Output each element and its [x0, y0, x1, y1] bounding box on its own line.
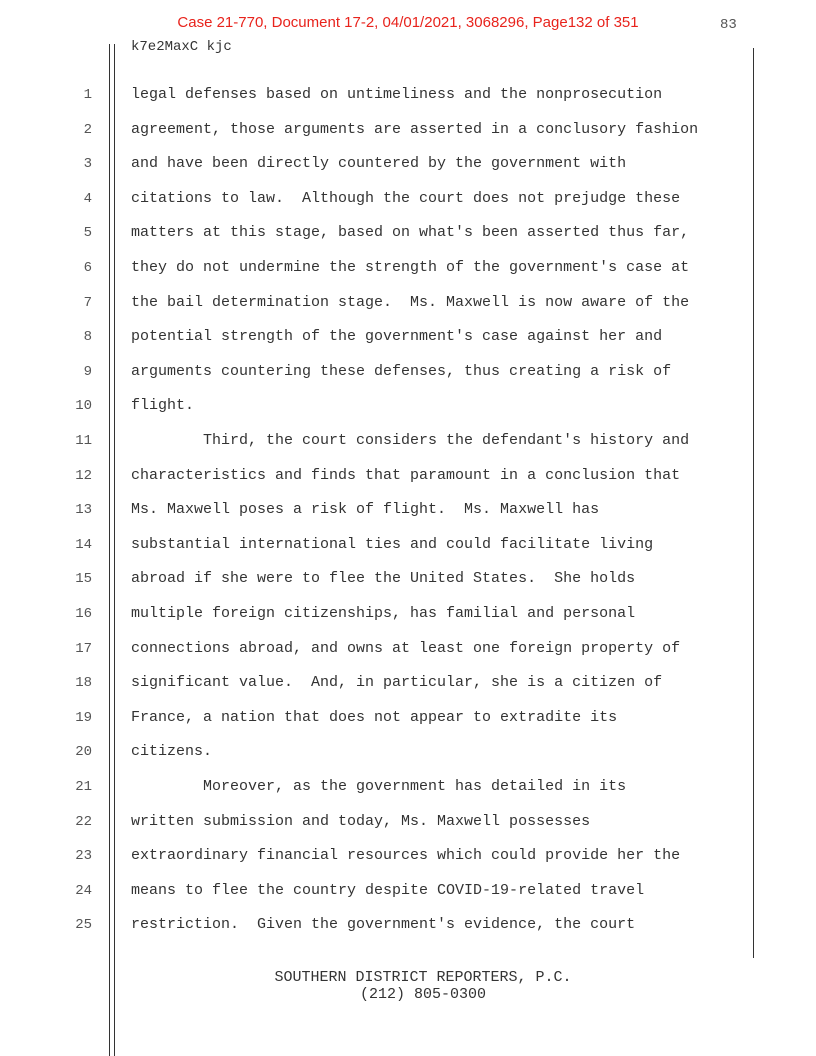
transcript-line: extraordinary financial resources which could provide her the — [131, 847, 681, 865]
line-number: 11 — [75, 433, 92, 449]
transcript-line: multiple foreign citizenships, has familial and personal — [131, 605, 636, 622]
line-number: 2 — [83, 121, 92, 138]
line-number: 24 — [75, 882, 92, 899]
line-number: 23 — [75, 848, 92, 865]
right-margin-rule — [753, 48, 754, 958]
transcript-line: flight. — [131, 397, 195, 415]
footer-reporter: SOUTHERN DISTRICT REPORTERS, P.C. — [274, 969, 572, 986]
line-number: 15 — [75, 571, 92, 588]
transcript-line: significant value. And, in particular, she is a citizen of — [131, 674, 663, 692]
transcript-line: agreement, those arguments are asserted in a conclusory fashion — [131, 120, 699, 138]
transcript-line: citations to law. Although the court does not prejudge these — [131, 189, 681, 207]
case-stamp: Case 21-770, Document 17-2, 04/01/2021, 3068296, Page132 of 351 — [177, 14, 639, 31]
transcript-line: and have been directly countered by the government with — [131, 155, 627, 173]
left-margin-rule-inner — [114, 44, 115, 1056]
line-number: 22 — [75, 813, 92, 830]
transcript-line: substantial international ties and could facilitate living — [131, 535, 654, 553]
line-number: 5 — [83, 225, 92, 242]
transcript-line: citizens. — [131, 743, 213, 761]
line-number: 20 — [75, 744, 92, 761]
transcript-line: they do not undermine the strength of the government's case at — [131, 259, 690, 276]
transcript-line: matters at this stage, based on what's been asserted thus far, — [131, 224, 690, 242]
line-number: 14 — [75, 536, 92, 553]
left-margin-rule — [109, 44, 110, 1056]
line-number: 7 — [83, 294, 92, 311]
footer — [0, 969, 816, 1003]
transcript-line: Moreover, as the government has detailed in its — [131, 778, 627, 795]
line-number: 25 — [75, 917, 92, 934]
line-number: 17 — [75, 640, 92, 657]
transcript-line: France, a nation that does not appear to extradite its — [131, 708, 618, 726]
line-number: 21 — [75, 779, 92, 795]
page-number: 83 — [720, 17, 737, 33]
line-number: 16 — [75, 606, 92, 622]
transcript-line: Third, the court considers the defendant's history and — [131, 432, 690, 449]
transcript-line: arguments countering these defenses, thus creating a risk of — [131, 362, 672, 380]
line-number: 4 — [83, 190, 92, 207]
line-number: 1 — [83, 87, 92, 103]
case-code: k7e2MaxC kjc — [131, 39, 232, 55]
line-number: 8 — [83, 329, 92, 346]
line-number: 13 — [75, 502, 92, 519]
transcript-line: potential strength of the government's case against her and — [131, 328, 663, 346]
line-number: 6 — [83, 260, 92, 276]
line-number: 10 — [75, 398, 92, 415]
transcript-line: the bail determination stage. Ms. Maxwell is now aware of the — [131, 293, 690, 311]
transcript-line: Ms. Maxwell poses a risk of flight. Ms. Maxwell has — [131, 501, 600, 519]
line-number: 3 — [83, 156, 92, 173]
footer-phone: (212) 805-0300 — [359, 986, 487, 1003]
transcript-line: restriction. Given the government's evidence, the court — [131, 916, 636, 934]
transcript-line: characteristics and finds that paramount in a conclusion that — [131, 466, 681, 484]
line-number: 18 — [75, 675, 92, 692]
transcript-line: means to flee the country despite COVID-19-related travel — [131, 881, 645, 899]
transcript-line: abroad if she were to flee the United States. She holds — [131, 570, 636, 588]
transcript-line: written submission and today, Ms. Maxwell possesses — [131, 812, 591, 830]
transcript-line: connections abroad, and owns at least one foreign property of — [131, 639, 681, 657]
transcript-line: legal defenses based on untimeliness and the nonprosecution — [131, 86, 663, 103]
line-number: 12 — [75, 467, 92, 484]
line-number: 9 — [83, 363, 92, 380]
line-number: 19 — [75, 709, 92, 726]
